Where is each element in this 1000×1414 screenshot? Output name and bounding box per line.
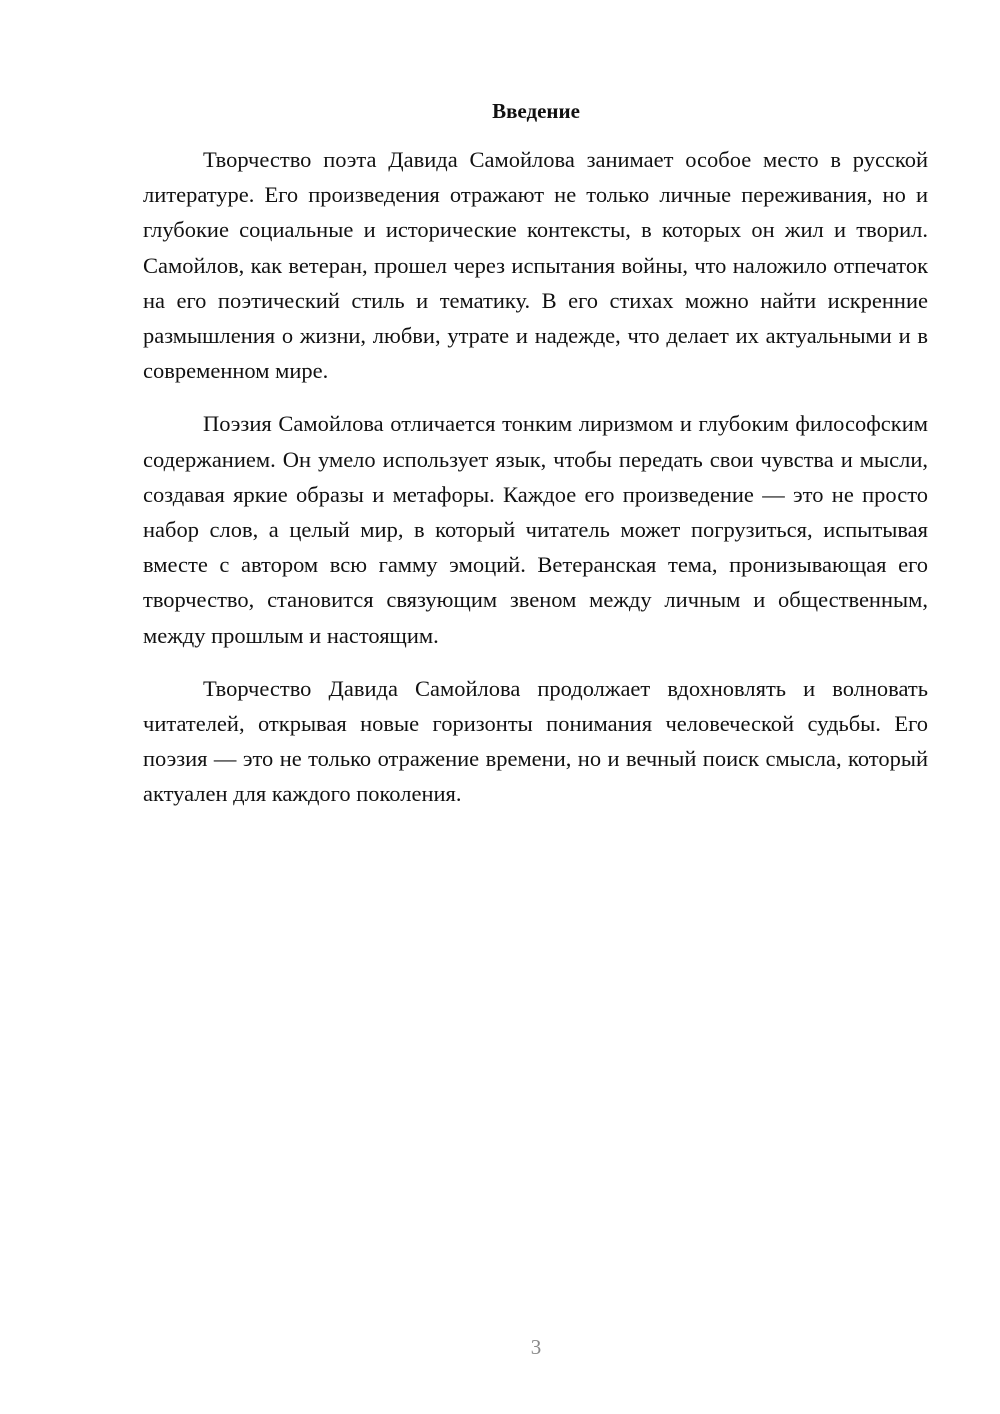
section-heading: Введение <box>492 99 580 123</box>
paragraph-3: Творчество Давида Самойлова продолжает вдохновлять и волновать читателей, открывая новые горизонты понимания человеческой судьбы. Его поэзия — это не только отражение времени, но и вечный поиск смысла, который актуален для каждого поколения. <box>143 675 928 807</box>
paragraph-1: Творчество поэта Давида Самойлова занимает особое место в русской литературе. Его произведения отражают не только личные переживания, но и глубокие социальные и исторические контексты, в которых он жил и творил. Самойлов, как ветеран, прошел через испытания войны, что наложило отпечаток на его поэтический стиль и тематику. В его стихах можно найти искренние размышления о жизни, любви, утрате и надежде, что делает их актуальными и в современном мире. <box>143 147 928 384</box>
page-number: 3 <box>530 1335 542 1359</box>
body-text <box>143 142 928 830</box>
paragraph-2: Поэзия Самойлова отличается тонким лиризмом и глубоким философским содержанием. Он умело использует язык, чтобы передать свои чувства и мысли, создавая яркие образы и метафоры. Каждое его произведение — это не просто набор слов, а целый мир, в который читатель может погрузиться, испытывая вместе с автором всю гамму эмоций. Ветеранская тема, пронизывающая его творчество, становится связующим звеном между личным и общественным, между прошлым и настоящим. <box>143 411 928 648</box>
